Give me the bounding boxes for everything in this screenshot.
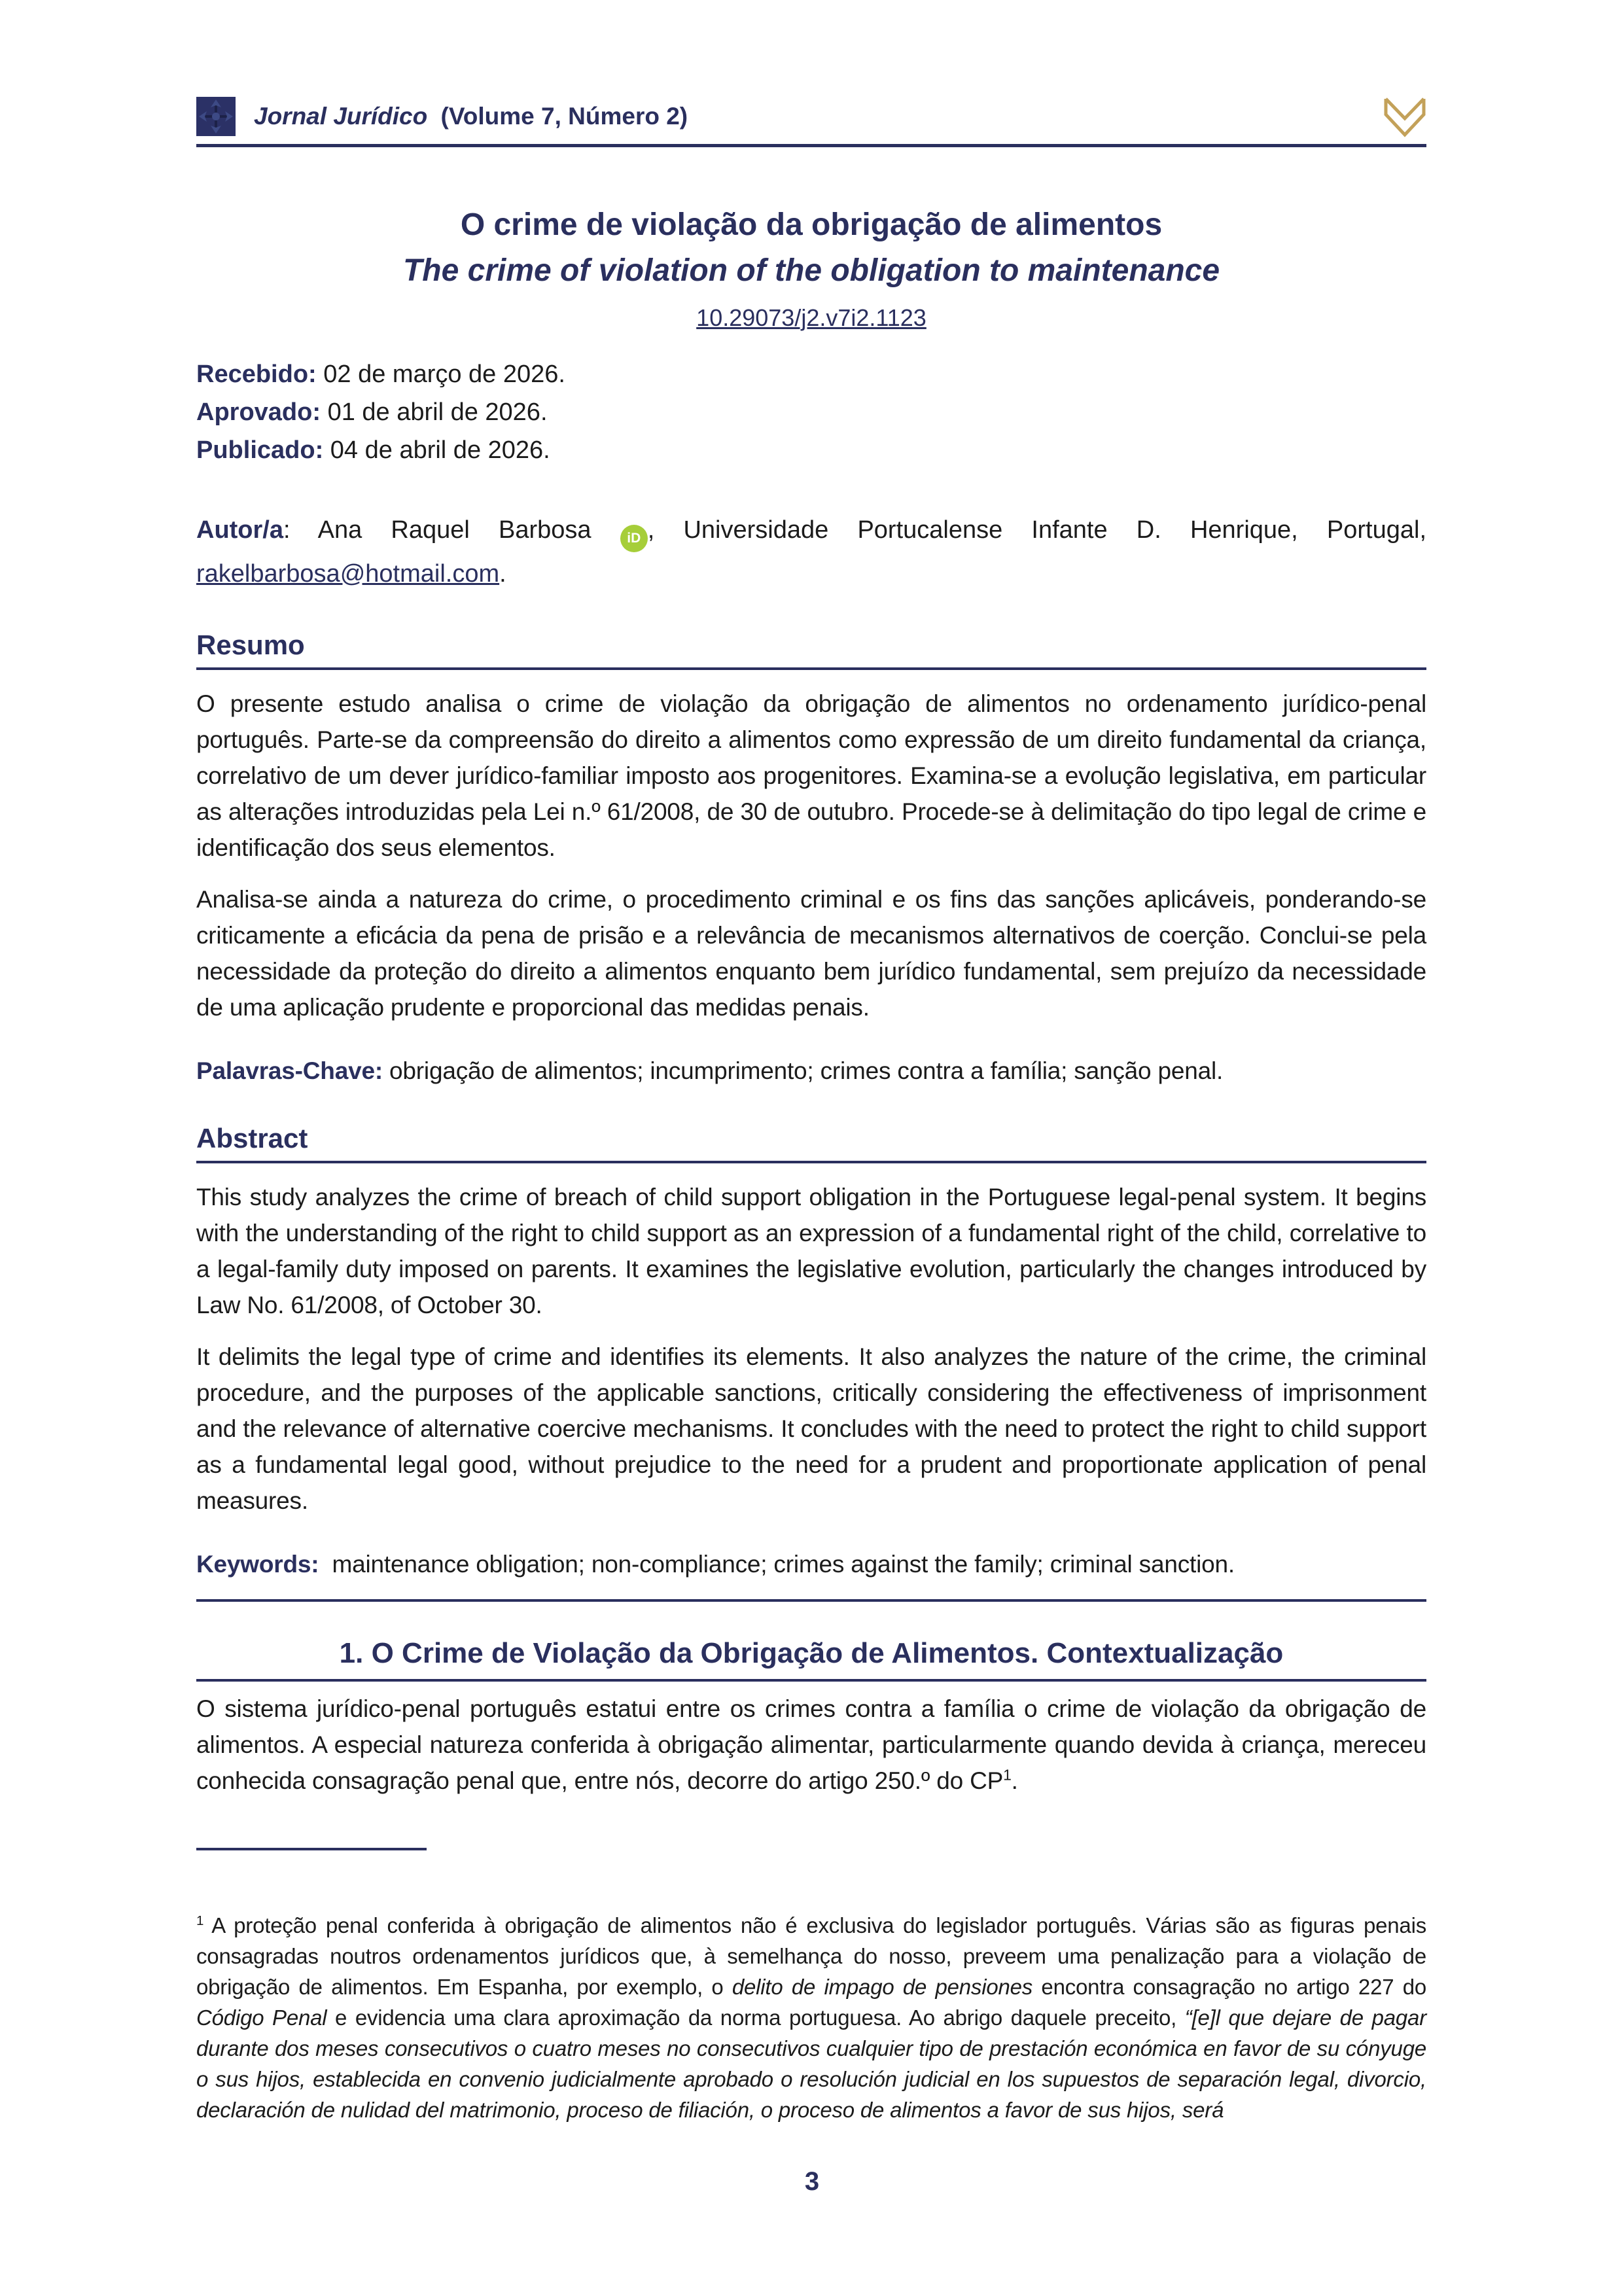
section-1-paragraph xyxy=(196,1691,1426,1799)
footnote-1-text-c: e evidencia uma clara aproximação da norma portuguesa. Ao abrigo daquele preceito, xyxy=(327,2005,1185,2030)
article-dates xyxy=(196,355,1426,469)
section-1-heading: 1. O Crime de Violação da Obrigação de Alimentos. Contextualização xyxy=(339,1636,1284,1669)
journal-title-block xyxy=(254,97,688,136)
author-email-period: . xyxy=(499,559,506,588)
author-name: Ana Raquel Barbosa xyxy=(317,516,591,544)
section-1-text: O sistema jurídico-penal português estatui entre os crimes contra a família o crime de violação da obrigação de alimentos. A especial natureza conferida à obrigação alimentar, particularmente quando devida à criança, mereceu conhecida consagração penal que, entre nós, decorre do artigo 250.º do CP xyxy=(196,1695,1426,1794)
received-line xyxy=(196,355,1426,393)
journal-title: Jornal Jurídico xyxy=(254,103,428,130)
approved-date: 01 de abril de 2026. xyxy=(327,398,548,426)
footnote-1-quote: “[e]l que dejare de pagar durante dos meses consecutivos o cuatro meses no consecutivos cualquier tipo de prestación económica en favor de su cónyuge o sus hijos, establecida en convenio judicialmente aprobado o resolución judicial en los supuestos de separación legal, divorcio, declaración de nulidad del matrimonio, proceso de filiación, o proceso de alimentos a favor de sus hijos, será xyxy=(196,2005,1426,2122)
doi-line xyxy=(196,304,1426,332)
footnote-1-marker: 1 xyxy=(196,1913,204,1928)
footnote-1-text-a: A proteção penal conferida à obrigação de alimentos não é exclusiva do legislador português. Várias são as figuras penais consagradas noutros ordenamentos jurídicos que, à semelhança do nosso, preveem uma penalização para a violação de obrigação de alimentos. Em Espanha, por exemplo, o xyxy=(196,1913,1426,1999)
orcid-icon[interactable]: iD xyxy=(620,525,648,552)
divider-above-section xyxy=(196,1599,1426,1602)
divider-below-section-heading xyxy=(196,1679,1426,1682)
resumo-paragraph-2: Analisa-se ainda a natureza do crime, o procedimento criminal e os fins das sanções aplicáveis, ponderando-se criticamente a eficácia da pena de prisão e a relevância de mecanismos alternativos de coerção. Conclui-se pela necessidade da proteção do direito a alimentos enquanto bem jurídico fundamental, sem prejuízo da necessidade de uma aplicação prudente e proporcional das medidas penais. xyxy=(196,885,1426,1021)
keywords-text: maintenance obligation; non-compliance; crimes against the family; criminal sanction. xyxy=(332,1550,1235,1578)
footnote-1-italic-a: delito de impago de pensiones xyxy=(732,1975,1033,1999)
chevron-down-icon xyxy=(1383,97,1426,137)
abstract-paragraph-1: This study analyzes the crime of breach of child support obligation in the Portuguese legal-penal system. It begins with the understanding of the right to child support as an expression of a fundamental right of the child, correlative to a legal-family duty imposed on parents. It examines the legislative evolution, particularly the changes introduced by Law No. 61/2008, of October 30. xyxy=(196,1183,1426,1318)
approved-label: Aprovado: xyxy=(196,398,321,426)
footnote-reference-1[interactable]: 1 xyxy=(1003,1766,1012,1784)
section-1-text-end: . xyxy=(1011,1767,1018,1794)
published-label: Publicado: xyxy=(196,436,324,464)
footnote-1 xyxy=(196,1910,1426,2125)
journal-logo-icon xyxy=(196,97,236,136)
article-title-pt: O crime de violação da obrigação de alimentos xyxy=(460,207,1163,242)
author-email-link[interactable]: rakelbarbosa@hotmail.com xyxy=(196,559,500,588)
footnote-separator xyxy=(196,1848,427,1850)
footnote-1-text-b: encontra consagração no artigo 227 do xyxy=(1033,1975,1426,1999)
abstract-heading: Abstract xyxy=(196,1123,1426,1163)
received-date: 02 de março de 2026. xyxy=(323,360,565,388)
journal-header xyxy=(196,97,1426,147)
page-number: 3 xyxy=(804,2167,820,2196)
author-affiliation: , Universidade Portucalense Infante D. Henrique, Portugal, xyxy=(647,516,1427,544)
author-label-colon: : xyxy=(283,516,291,544)
abstract-paragraph-2: It delimits the legal type of crime and identifies its elements. It also analyzes the nature of the crime, the criminal procedure, and the purposes of the applicable sanctions, critically considering the effectiveness of imprisonment and the relevance of alternative coercive mechanisms. It concludes with the need to protect the right to child support as a fundamental legal good, without prejudice to the need for a prudent and proportionate application of penal measures. xyxy=(196,1343,1426,1514)
keywords-line xyxy=(196,1546,1426,1582)
resumo-heading: Resumo xyxy=(196,629,1426,670)
author-label: Autor/a xyxy=(196,516,283,544)
keywords-label: Keywords: xyxy=(196,1550,319,1578)
author-line xyxy=(196,508,1426,595)
journal-issue: (Volume 7, Número 2) xyxy=(440,103,688,130)
footnote-1-italic-b: Código Penal xyxy=(196,2005,327,2030)
article-title-en: The crime of violation of the obligation to maintenance xyxy=(402,253,1220,288)
received-label: Recebido: xyxy=(196,360,317,388)
palavras-chave-text: obrigação de alimentos; incumprimento; crimes contra a família; sanção penal. xyxy=(389,1057,1224,1084)
resumo-paragraph-1: O presente estudo analisa o crime de violação da obrigação de alimentos no ordenamento jurídico-penal português. Parte-se da compreensão do direito a alimentos como expressão de um direito fundamental da criança, correlativo de um dever jurídico-familiar imposto aos progenitores. Examina-se a evolução legislativa, em particular as alterações introduzidas pela Lei n.º 61/2008, de 30 de outubro. Procede-se à delimitação do tipo legal de crime e identificação dos seus elementos. xyxy=(196,690,1426,861)
approved-line xyxy=(196,393,1426,431)
published-line xyxy=(196,431,1426,469)
published-date: 04 de abril de 2026. xyxy=(330,436,550,464)
palavras-chave-label: Palavras-Chave: xyxy=(196,1057,383,1084)
palavras-chave-line xyxy=(196,1053,1426,1089)
doi-link[interactable]: 10.29073/j2.v7i2.1123 xyxy=(696,304,927,331)
